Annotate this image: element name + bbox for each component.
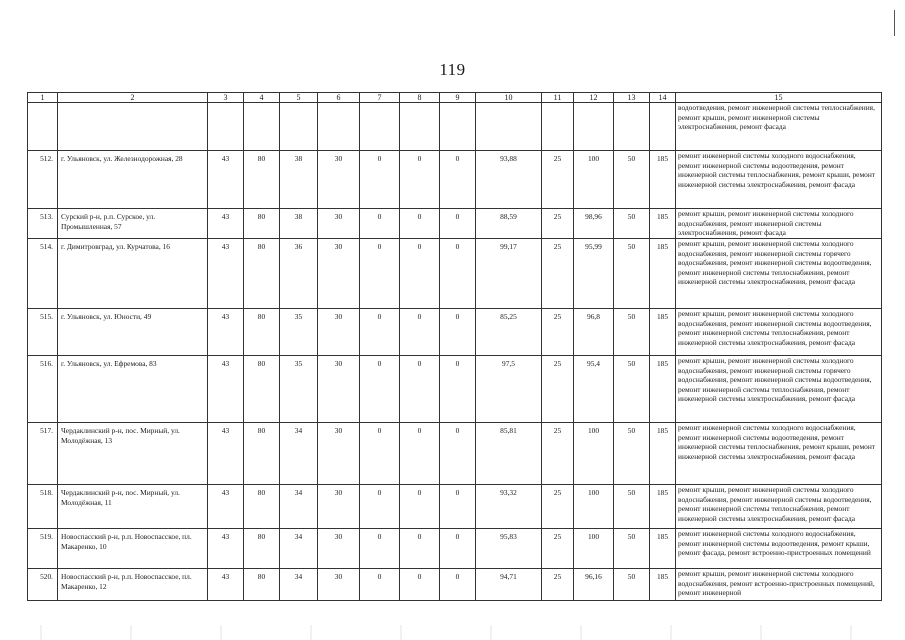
row-value-c4: 80 (244, 485, 280, 529)
row-value-c7: 0 (360, 485, 400, 529)
row-value-c12: 95,99 (574, 239, 614, 309)
row-number: 513. (28, 209, 58, 239)
column-header-1: 1 (28, 93, 58, 103)
row-address: г. Димитровград, ул. Курчатова, 16 (58, 239, 208, 309)
continuation-cell-4 (244, 103, 280, 151)
table-row (28, 239, 882, 309)
row-value-c8: 0 (400, 356, 440, 423)
row-value-c6: 30 (318, 356, 360, 423)
row-works: ремонт инженерной системы холодного водоснабжения, ремонт инженерной системы водоотведения, ремонт крыши, ремонт фасада, ремонт встроенно-пристроенных помещений (676, 529, 882, 569)
row-works: ремонт крыши, ремонт инженерной системы холодного водоснабжения, ремонт встроенно-пристроенных помещений, ремонт инженерной (676, 569, 882, 601)
row-works: ремонт инженерной системы холодного водоснабжения, ремонт инженерной системы водоотведения, ремонт инженерной системы теплоснабжения, ремонт крыши, ремонт инженерной системы электроснабжения, ремонт фасада (676, 423, 882, 485)
column-header-7: 7 (360, 93, 400, 103)
scan-edge-mark (886, 10, 895, 36)
column-header-11: 11 (542, 93, 574, 103)
row-value-c4: 80 (244, 529, 280, 569)
row-value-c6: 30 (318, 309, 360, 356)
row-value-c10: 85,81 (476, 423, 542, 485)
row-value-c4: 80 (244, 309, 280, 356)
row-value-c5: 34 (280, 423, 318, 485)
row-value-c11: 25 (542, 309, 574, 356)
continuation-cell-11 (542, 103, 574, 151)
row-value-c13: 50 (614, 151, 650, 209)
column-header-5: 5 (280, 93, 318, 103)
row-value-c3: 43 (208, 356, 244, 423)
continuation-cell-6 (318, 103, 360, 151)
row-value-c7: 0 (360, 309, 400, 356)
column-header-6: 6 (318, 93, 360, 103)
row-value-c12: 100 (574, 423, 614, 485)
row-value-c11: 25 (542, 151, 574, 209)
row-value-c8: 0 (400, 529, 440, 569)
row-number: 519. (28, 529, 58, 569)
row-value-c10: 99,17 (476, 239, 542, 309)
row-value-c12: 95,4 (574, 356, 614, 423)
continuation-cell-8 (400, 103, 440, 151)
table-row (28, 356, 882, 423)
table-row (28, 309, 882, 356)
row-value-c14: 185 (650, 209, 676, 239)
page-number: 119 (439, 60, 466, 79)
row-value-c7: 0 (360, 151, 400, 209)
row-value-c11: 25 (542, 209, 574, 239)
header-row (28, 93, 882, 103)
row-value-c7: 0 (360, 209, 400, 239)
row-value-c5: 38 (280, 209, 318, 239)
row-value-c10: 93,88 (476, 151, 542, 209)
continuation-cell-14 (650, 103, 676, 151)
row-value-c3: 43 (208, 309, 244, 356)
row-number: 514. (28, 239, 58, 309)
continuation-cell-2 (58, 103, 208, 151)
row-value-c5: 38 (280, 151, 318, 209)
row-value-c14: 185 (650, 485, 676, 529)
row-value-c13: 50 (614, 209, 650, 239)
row-value-c7: 0 (360, 356, 400, 423)
row-value-c14: 185 (650, 151, 676, 209)
row-value-c11: 25 (542, 423, 574, 485)
continuation-cell-5 (280, 103, 318, 151)
column-header-3: 3 (208, 93, 244, 103)
row-value-c3: 43 (208, 485, 244, 529)
row-works: ремонт крыши, ремонт инженерной системы холодного водоснабжения, ремонт инженерной системы водоотведения, ремонт инженерной системы теплоснабжения, ремонт инженерной системы электроснабжения, ремонт фасада (676, 309, 882, 356)
row-value-c7: 0 (360, 569, 400, 601)
table-body (28, 103, 882, 601)
row-value-c3: 43 (208, 209, 244, 239)
row-value-c4: 80 (244, 569, 280, 601)
row-address: Новоспасский р-н, р.п. Новоспасское, пл. Макаренко, 12 (58, 569, 208, 601)
row-value-c4: 80 (244, 239, 280, 309)
row-address: Новоспасский р-н, р.п. Новоспасское, пл. Макаренко, 10 (58, 529, 208, 569)
row-value-c11: 25 (542, 485, 574, 529)
row-value-c14: 185 (650, 569, 676, 601)
row-address: Сурский р-н, р.п. Сурское, ул. Промышленная, 57 (58, 209, 208, 239)
column-header-12: 12 (574, 93, 614, 103)
row-value-c9: 0 (440, 485, 476, 529)
row-value-c10: 88,59 (476, 209, 542, 239)
row-value-c13: 50 (614, 239, 650, 309)
table-row (28, 151, 882, 209)
row-value-c12: 96,8 (574, 309, 614, 356)
continuation-cell-1 (28, 103, 58, 151)
row-value-c11: 25 (542, 569, 574, 601)
row-number: 515. (28, 309, 58, 356)
continuation-cell-7 (360, 103, 400, 151)
row-value-c10: 95,83 (476, 529, 542, 569)
row-value-c10: 93,32 (476, 485, 542, 529)
repair-program-table (27, 92, 882, 601)
row-number: 518. (28, 485, 58, 529)
row-value-c9: 0 (440, 309, 476, 356)
row-value-c9: 0 (440, 529, 476, 569)
column-header-13: 13 (614, 93, 650, 103)
row-value-c12: 100 (574, 529, 614, 569)
row-value-c14: 185 (650, 423, 676, 485)
row-value-c14: 185 (650, 529, 676, 569)
column-header-14: 14 (650, 93, 676, 103)
row-address: г. Ульяновск, ул. Ефремова, 83 (58, 356, 208, 423)
column-header-2: 2 (58, 93, 208, 103)
row-value-c6: 30 (318, 239, 360, 309)
row-value-c8: 0 (400, 569, 440, 601)
row-value-c8: 0 (400, 151, 440, 209)
row-value-c4: 80 (244, 423, 280, 485)
column-header-10: 10 (476, 93, 542, 103)
row-address: г. Ульяновск, ул. Железнодорожная, 28 (58, 151, 208, 209)
row-value-c3: 43 (208, 151, 244, 209)
row-value-c9: 0 (440, 239, 476, 309)
row-value-c13: 50 (614, 485, 650, 529)
table-row (28, 569, 882, 601)
scan-bottom-edge (0, 625, 905, 640)
row-value-c7: 0 (360, 423, 400, 485)
row-value-c3: 43 (208, 569, 244, 601)
row-value-c6: 30 (318, 485, 360, 529)
table-row (28, 529, 882, 569)
row-value-c9: 0 (440, 151, 476, 209)
continuation-cell-12 (574, 103, 614, 151)
row-works: ремонт крыши, ремонт инженерной системы холодного водоснабжения, ремонт инженерной системы водоотведения, ремонт инженерной системы теплоснабжения, ремонт инженерной системы электроснабжения, ремонт фасада (676, 485, 882, 529)
table-row (28, 209, 882, 239)
row-value-c12: 96,16 (574, 569, 614, 601)
row-value-c8: 0 (400, 309, 440, 356)
row-works: ремонт крыши, ремонт инженерной системы холодного водоснабжения, ремонт инженерной системы горячего водоснабжения, ремонт инженерной системы водоотведения, ремонт инженерной системы теплоснабжения, ремонт инженерной системы электроснабжения, ремонт фасада (676, 239, 882, 309)
row-value-c11: 25 (542, 356, 574, 423)
row-value-c7: 0 (360, 529, 400, 569)
row-address: Чердаклинский р-н, пос. Мирный, ул. Молодёжная, 11 (58, 485, 208, 529)
row-works: ремонт крыши, ремонт инженерной системы холодного водоснабжения, ремонт инженерной системы электроснабжения, ремонт фасада (676, 209, 882, 239)
row-value-c5: 36 (280, 239, 318, 309)
row-value-c8: 0 (400, 423, 440, 485)
row-number: 512. (28, 151, 58, 209)
row-value-c5: 34 (280, 529, 318, 569)
row-value-c6: 30 (318, 529, 360, 569)
row-value-c7: 0 (360, 239, 400, 309)
row-value-c5: 35 (280, 309, 318, 356)
continuation-works: водоотведения, ремонт инженерной системы теплоснабжения, ремонт крыши, ремонт инженерной системы электроснабжения, ремонт фасада (676, 103, 882, 151)
row-value-c9: 0 (440, 423, 476, 485)
row-value-c6: 30 (318, 209, 360, 239)
row-value-c5: 34 (280, 485, 318, 529)
row-value-c13: 50 (614, 309, 650, 356)
row-value-c13: 50 (614, 569, 650, 601)
row-value-c8: 0 (400, 485, 440, 529)
row-value-c10: 94,71 (476, 569, 542, 601)
row-value-c13: 50 (614, 529, 650, 569)
row-value-c13: 50 (614, 356, 650, 423)
row-value-c10: 97,5 (476, 356, 542, 423)
row-address: Чердаклинский р-н, пос. Мирный, ул. Молодёжная, 13 (58, 423, 208, 485)
continuation-cell-9 (440, 103, 476, 151)
row-value-c5: 35 (280, 356, 318, 423)
row-value-c12: 98,96 (574, 209, 614, 239)
row-value-c5: 34 (280, 569, 318, 601)
column-header-4: 4 (244, 93, 280, 103)
row-value-c9: 0 (440, 209, 476, 239)
row-value-c6: 30 (318, 423, 360, 485)
row-value-c11: 25 (542, 239, 574, 309)
row-value-c3: 43 (208, 239, 244, 309)
table-row (28, 423, 882, 485)
row-address: г. Ульяновск, ул. Юности, 49 (58, 309, 208, 356)
column-header-9: 9 (440, 93, 476, 103)
row-value-c14: 185 (650, 239, 676, 309)
continuation-cell-3 (208, 103, 244, 151)
row-value-c8: 0 (400, 209, 440, 239)
row-value-c8: 0 (400, 239, 440, 309)
continuation-cell-13 (614, 103, 650, 151)
row-value-c4: 80 (244, 151, 280, 209)
row-value-c14: 185 (650, 356, 676, 423)
row-value-c11: 25 (542, 529, 574, 569)
continuation-row (28, 103, 882, 151)
row-works: ремонт инженерной системы холодного водоснабжения, ремонт инженерной системы водоотведения, ремонт инженерной системы теплоснабжения, ремонт крыши, ремонт инженерной системы электроснабжения, ремонт фасада (676, 151, 882, 209)
row-value-c4: 80 (244, 209, 280, 239)
row-works: ремонт крыши, ремонт инженерной системы холодного водоснабжения, ремонт инженерной системы горячего водоснабжения, ремонт инженерной системы водоотведения, ремонт инженерной системы теплоснабжения, ремонт инженерной системы электроснабжения, ремонт фасада (676, 356, 882, 423)
table-row (28, 485, 882, 529)
row-value-c13: 50 (614, 423, 650, 485)
row-number: 520. (28, 569, 58, 601)
row-number: 517. (28, 423, 58, 485)
row-value-c9: 0 (440, 356, 476, 423)
column-header-8: 8 (400, 93, 440, 103)
row-number: 516. (28, 356, 58, 423)
row-value-c10: 85,25 (476, 309, 542, 356)
row-value-c4: 80 (244, 356, 280, 423)
row-value-c12: 100 (574, 485, 614, 529)
column-header-15: 15 (676, 93, 882, 103)
row-value-c6: 30 (318, 151, 360, 209)
row-value-c3: 43 (208, 529, 244, 569)
row-value-c3: 43 (208, 423, 244, 485)
continuation-cell-10 (476, 103, 542, 151)
row-value-c9: 0 (440, 569, 476, 601)
row-value-c12: 100 (574, 151, 614, 209)
row-value-c14: 185 (650, 309, 676, 356)
row-value-c6: 30 (318, 569, 360, 601)
